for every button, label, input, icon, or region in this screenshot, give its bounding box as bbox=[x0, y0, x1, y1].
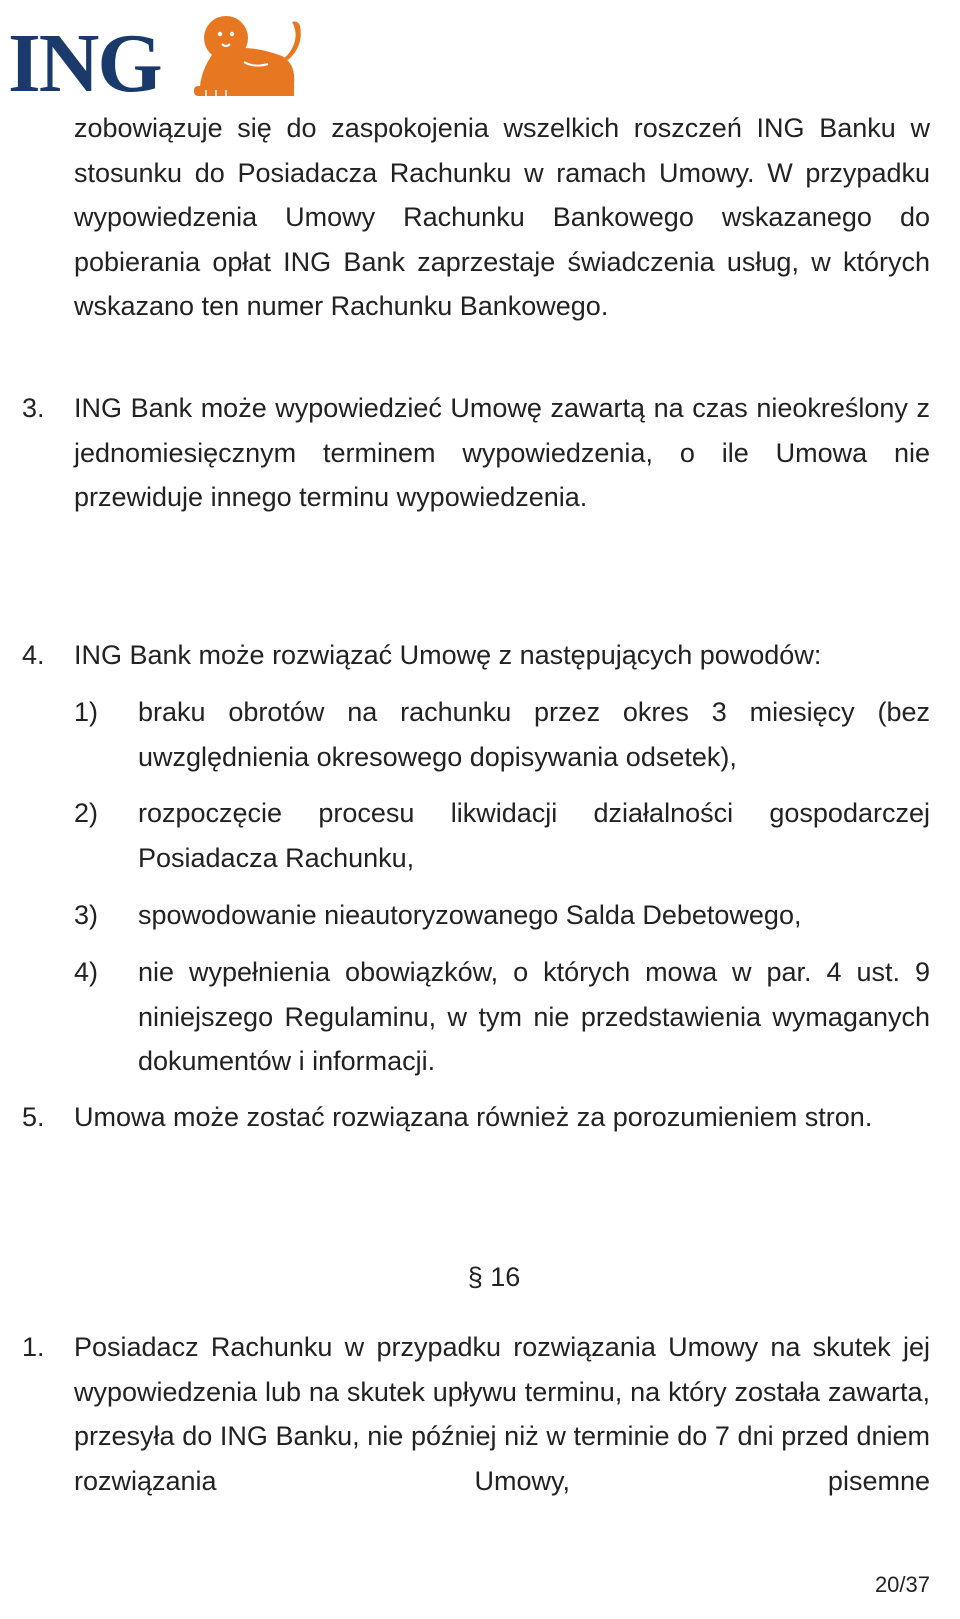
logo-text: ING bbox=[8, 17, 161, 110]
subitem1-text: braku obrotów na rachunku przez okres 3 miesięcy (bez uwzględnienia okresowego dopisywania odsetek), bbox=[138, 697, 930, 772]
lion-icon bbox=[184, 12, 308, 98]
item5-number: 5. bbox=[22, 1102, 45, 1132]
item4-text: ING Bank może rozwiązać Umowę z następujących powodów: bbox=[74, 640, 822, 670]
subitem4-number: 4) bbox=[74, 957, 99, 987]
ing-logo bbox=[8, 8, 308, 110]
section-heading bbox=[0, 1255, 960, 1299]
section16-item1-text: Posiadacz Rachunku w przypadku rozwiązania Umowy na skutek jej wypowiedzenia lub na skutek upływu terminu, na który została zawarta, przesyła do ING Banku, nie później niż w terminie do 7 dni przed dniem rozwiązania Umowy, pisemne bbox=[74, 1332, 930, 1496]
section16-item1-number: 1. bbox=[22, 1332, 45, 1362]
item3-text: ING Bank może wypowiedzieć Umowę zawartą na czas nieokreślony z jednomiesięcznym terminem wypowiedzenia, o ile Umowa nie przewiduje innego terminu wypowiedzenia. bbox=[74, 393, 930, 512]
subitem2-number: 2) bbox=[74, 798, 99, 828]
section-heading-text: § 16 bbox=[467, 1262, 521, 1292]
subitem2-text: rozpoczęcie procesu likwidacji działalności gospodarczej Posiadacza Rachunku, bbox=[138, 798, 930, 873]
subitem3-text: spowodowanie nieautoryzowanego Salda Debetowego, bbox=[138, 900, 802, 930]
item3-number: 3. bbox=[22, 393, 45, 423]
item4-number: 4. bbox=[22, 640, 45, 670]
subitem4-text: nie wypełnienia obowiązków, o których mowa w par. 4 ust. 9 niniejszego Regulaminu, w tym nie przedstawienia wymaganych dokumentów i informacji. bbox=[138, 957, 930, 1076]
page-number: 20/37 bbox=[874, 1572, 930, 1597]
intro-paragraph: zobowiązuje się do zaspokojenia wszelkich roszczeń ING Banku w stosunku do Posiadacza Rachunku w ramach Umowy. W przypadku wypowiedzenia Umowy Rachunku Bankowego wskazanego do pobierania opłat ING Bank zaprzestaje świadczenia usług, w których wskazano ten numer Rachunku Bankowego. bbox=[74, 113, 930, 321]
subitem3-number: 3) bbox=[74, 900, 99, 930]
item5-text: Umowa może zostać rozwiązana również za porozumieniem stron. bbox=[74, 1102, 873, 1132]
subitem1-number: 1) bbox=[74, 697, 99, 727]
